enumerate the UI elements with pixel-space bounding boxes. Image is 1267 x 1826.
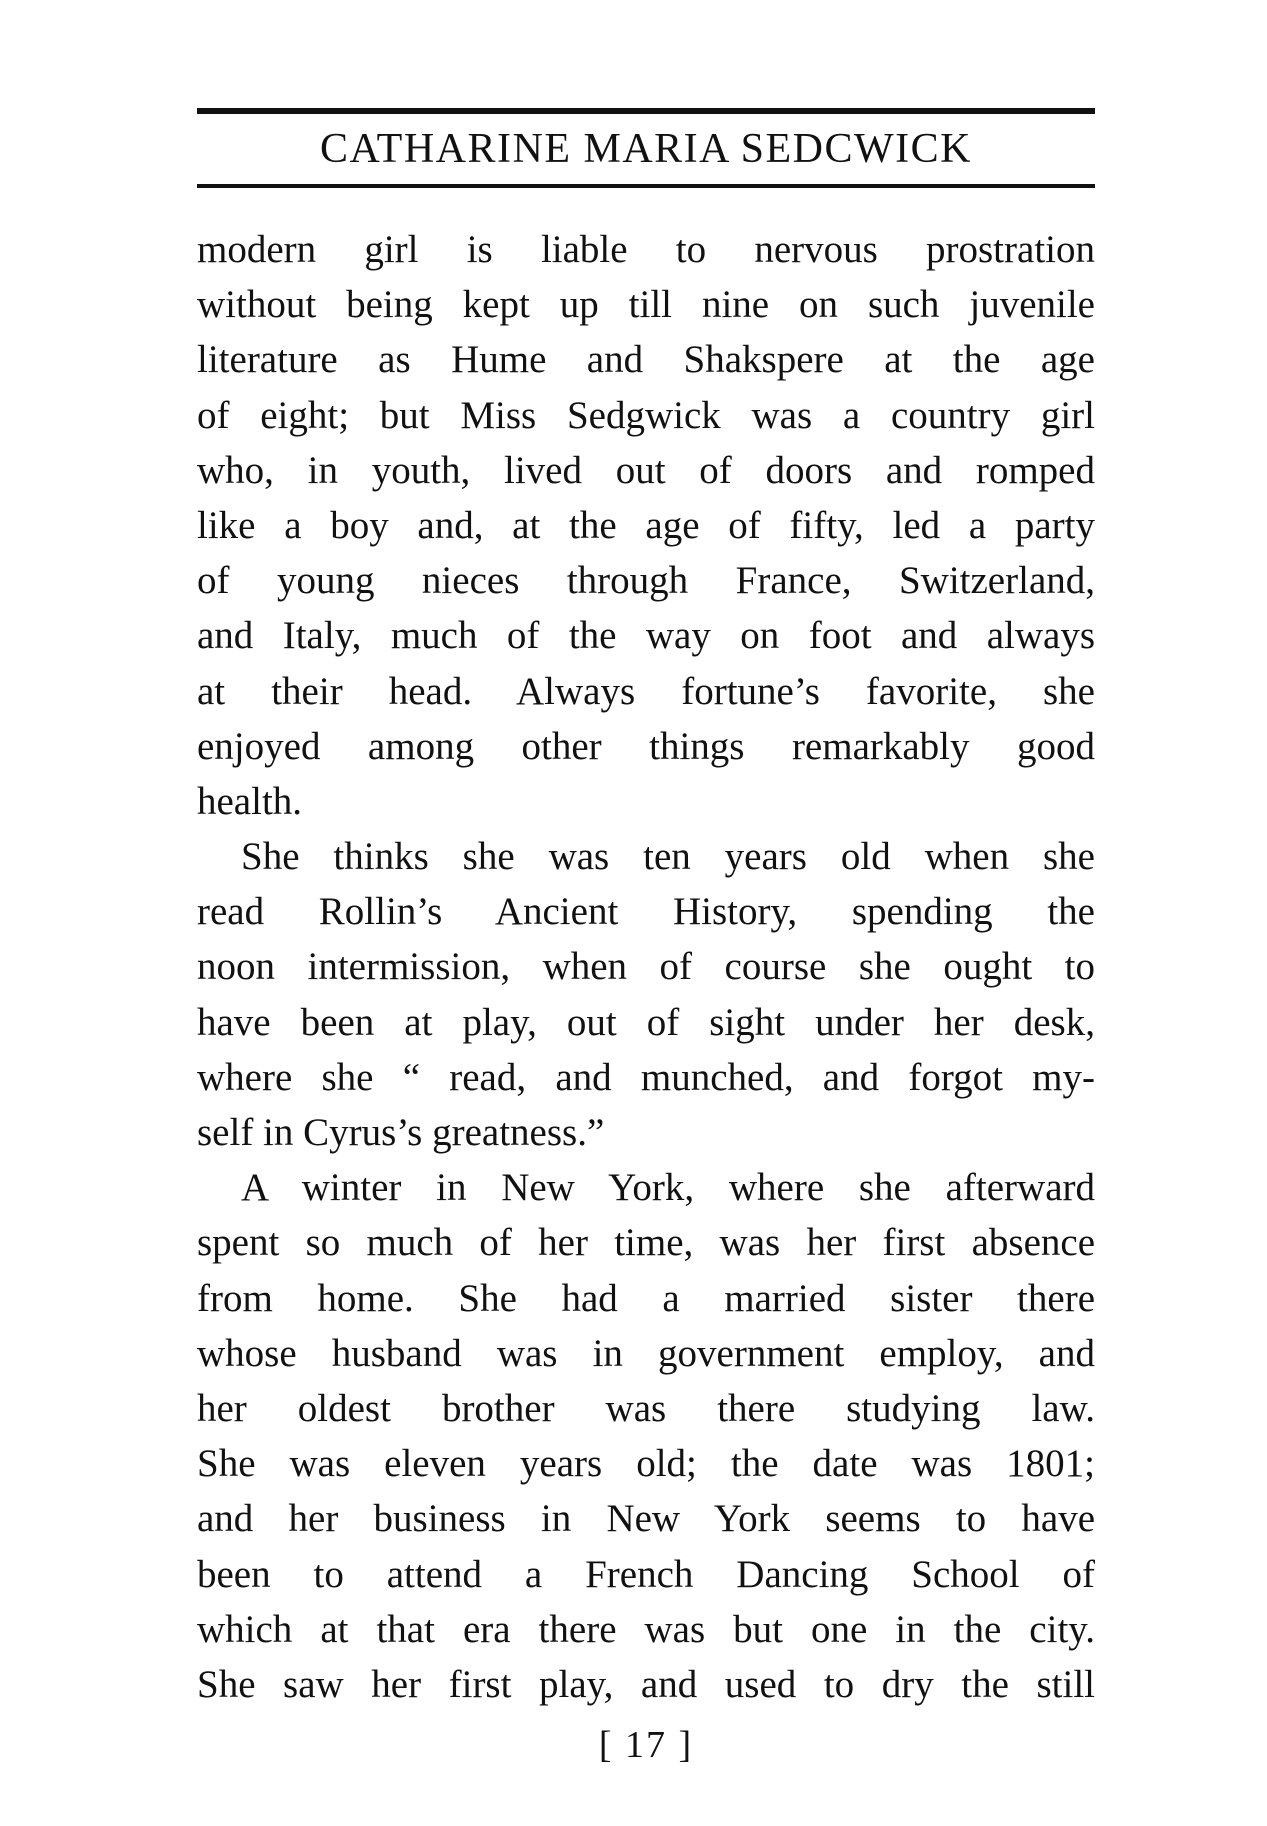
- text-line: and her business in New York seems to have: [197, 1497, 1095, 1541]
- text-line: A winter in New York, where she afterward: [241, 1166, 1095, 1210]
- paragraph-1: [197, 222, 1095, 829]
- paragraph-3: [197, 1160, 1095, 1712]
- text-line: whose husband was in government employ, and: [197, 1331, 1095, 1375]
- running-head: CATHARINE MARIA SEDCWICK: [319, 126, 972, 172]
- text-line: of eight; but Miss Sedgwick was a country girl: [197, 393, 1095, 437]
- text-line: read Rollin’s Ancient History, spending the: [197, 890, 1095, 934]
- body-text: [197, 222, 1095, 1712]
- text-line: her oldest brother was there studying law.: [197, 1386, 1095, 1430]
- text-line: She saw her first play, and used to dry the still: [197, 1662, 1095, 1706]
- text-line: health.: [197, 779, 303, 823]
- text-line: of young nieces through France, Switzerland,: [197, 559, 1095, 603]
- page-number: [ 17 ]: [598, 1724, 694, 1766]
- text-line: noon intermission, when of course she ought to: [197, 945, 1095, 989]
- text-line: enjoyed among other things remarkably good: [197, 724, 1095, 768]
- text-line: modern girl is liable to nervous prostration: [197, 228, 1095, 271]
- text-line: which at that era there was but one in the city.: [197, 1607, 1095, 1651]
- text-line: spent so much of her time, was her first absence: [197, 1221, 1095, 1265]
- text-line: who, in youth, lived out of doors and romped: [197, 448, 1095, 492]
- text-line: like a boy and, at the age of fifty, led a party: [197, 503, 1095, 547]
- text-line: from home. She had a married sister there: [197, 1276, 1095, 1320]
- text-line: been to attend a French Dancing School of: [197, 1552, 1095, 1596]
- text-line: self in Cyrus’s greatness.”: [197, 1111, 605, 1154]
- text-line: She thinks she was ten years old when she: [241, 835, 1095, 879]
- header-bottom-rule: [197, 184, 1095, 188]
- text-line: She was eleven years old; the date was 1801;: [197, 1442, 1095, 1486]
- text-line: without being kept up till nine on such juvenile: [197, 283, 1095, 327]
- text-line: literature as Hume and Shakspere at the age: [197, 338, 1095, 382]
- paragraph-2: [197, 829, 1095, 1160]
- text-line: have been at play, out of sight under her desk,: [197, 1000, 1095, 1044]
- text-line: and Italy, much of the way on foot and always: [197, 614, 1095, 658]
- header-top-rule: [197, 108, 1095, 114]
- text-line: where she “ read, and munched, and forgot my-: [197, 1055, 1095, 1099]
- text-line: at their head. Always fortune’s favorite, she: [197, 669, 1095, 713]
